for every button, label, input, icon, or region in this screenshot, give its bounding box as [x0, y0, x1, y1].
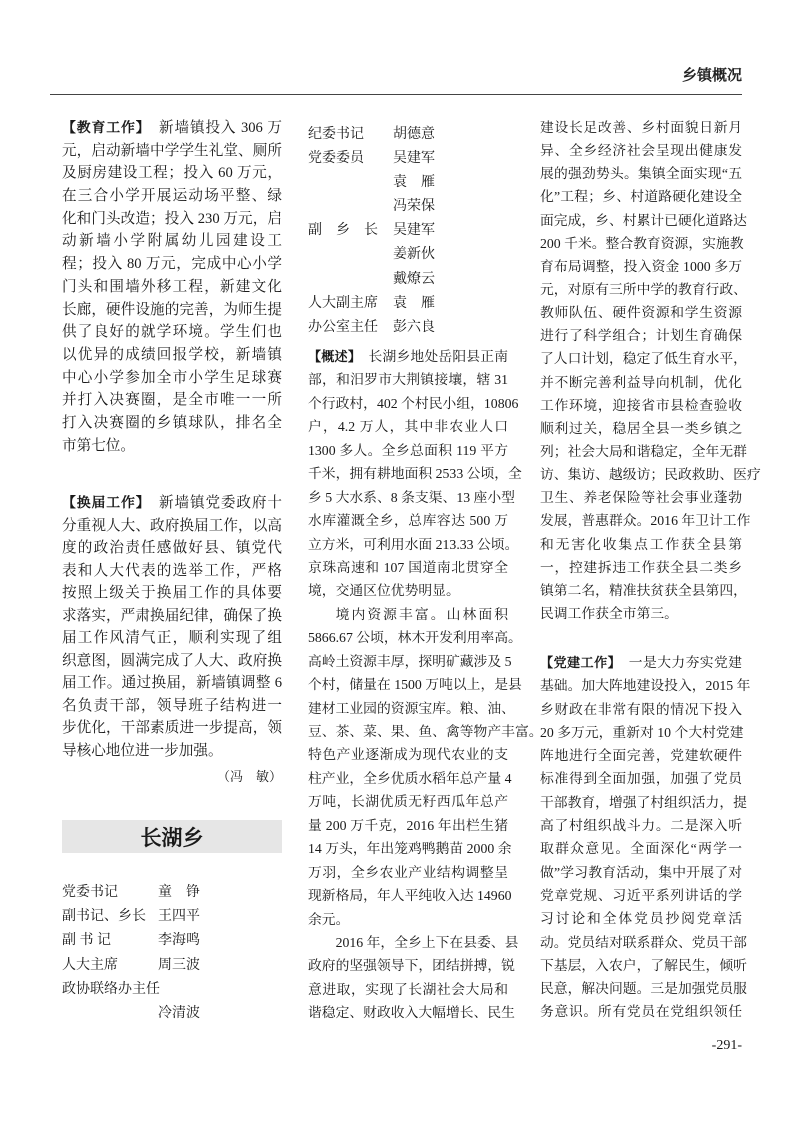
line-text: 长湖乡地处岳阳县正南 — [368, 349, 509, 364]
line-text: 万吨，长湖优质无籽西瓜年总产 — [308, 794, 508, 810]
text-line — [540, 861, 742, 884]
text-line — [62, 605, 282, 628]
text-line — [308, 462, 522, 485]
line-text: 门头和围墙外移工程，新建文化 — [62, 278, 282, 295]
text-line — [308, 533, 519, 556]
line-text: 习讨论和全体党员抄阅党章活 — [540, 911, 742, 927]
official-name: 吴建军 — [393, 151, 435, 167]
line-text: 并不断完善利益导向机制，优化 — [540, 374, 742, 390]
line-text: 民调工作获全市第三。 — [540, 605, 678, 621]
line-text: 异、全乡经济社会呈现出健康发 — [540, 143, 742, 159]
line-text: 党章党规、习近平系列讲话的学 — [540, 887, 742, 903]
line-text: 取群众意见。全面深化“两学一 — [540, 841, 742, 857]
section-heading: 【党建工作】 — [540, 656, 615, 671]
text-line — [308, 1001, 515, 1024]
line-text: 务意识。所有党员在党组织领任 — [540, 1004, 742, 1020]
text-line — [308, 392, 519, 415]
line-text: 部，和汨罗市大荆镇接壤，辖 31 — [308, 372, 508, 388]
line-text: 表和人大代表的选举工作，严格 — [62, 562, 282, 579]
line-text: 以优异的成绩回报学校，新墙镇 — [62, 346, 282, 363]
official-row — [308, 123, 508, 147]
page-number: -291- — [711, 1038, 742, 1053]
line-text: 及厨房建设工程；投入 60 万元， — [62, 165, 282, 182]
text-line — [62, 299, 282, 322]
line-text: 豆、茶、菜、果、鱼、禽等物产丰富。 — [308, 724, 543, 739]
line-text: 进行了科学组合；计划生育确保 — [540, 328, 742, 344]
text-line — [62, 717, 282, 740]
line-text: 导核心地位进一步加强。 — [62, 742, 223, 759]
text-line — [62, 582, 282, 605]
line-text: 万羽，全乡农业产业结构调整呈 — [308, 864, 508, 880]
line-text: 和无害化收集点工作获全县第 — [540, 536, 742, 552]
text-line — [540, 767, 742, 790]
text-line — [540, 579, 747, 602]
line-text: 境，交通区位优势明显。 — [308, 583, 460, 599]
line-text: 市第七位。 — [62, 437, 135, 454]
text-line — [308, 767, 512, 790]
text-line — [62, 162, 282, 185]
official-row — [62, 978, 282, 1002]
line-text: 按照上级关于换届工作的具体要 — [62, 585, 282, 601]
official-role: 人大主席 — [62, 957, 118, 973]
line-text: 下基层，入农户，了解民生，倾听 — [540, 957, 747, 973]
official-row — [308, 316, 508, 340]
line-text: 届工作风清气正，顺利实现了组 — [62, 630, 282, 646]
text-line — [308, 720, 543, 743]
line-text: 织意图，圆满完成了人大、政府换 — [62, 652, 282, 669]
text-line — [540, 347, 747, 370]
line-text: 长廊，硬件设施的完善，为师生提 — [62, 301, 282, 318]
running-head-section-title: 乡镇概况 — [681, 66, 742, 84]
text-line — [62, 560, 282, 583]
election-work-section — [62, 492, 282, 762]
official-name: 彭六良 — [393, 319, 435, 335]
official-role: 人大副主席 — [308, 295, 378, 311]
line-text: 一是大力夯实党建 — [628, 655, 743, 670]
text-line — [62, 253, 282, 276]
text-line — [308, 439, 508, 462]
text-line — [308, 368, 508, 391]
text-line — [540, 674, 751, 697]
text-line — [62, 140, 282, 163]
line-text: 建设长足改善、乡村面貌日新月 — [540, 120, 742, 135]
official-name: 冷清波 — [158, 1005, 200, 1021]
line-text: 谐稳定、财政收入大幅增长、民生 — [308, 1005, 515, 1021]
text-line — [308, 931, 519, 954]
line-text: 千米，拥有耕地面积 2533 公顷，全 — [308, 466, 522, 482]
text-line — [62, 389, 282, 412]
text-line — [308, 884, 512, 907]
text-line — [308, 978, 508, 1001]
line-text: 1300 多人。全乡总面积 119 平方 — [308, 442, 508, 458]
official-role: 副 书 记 — [62, 933, 111, 949]
text-line — [62, 117, 282, 140]
line-text: 民意，解决问题。三是加强党员服 — [540, 981, 747, 997]
official-row — [308, 219, 508, 243]
text-line — [308, 556, 508, 579]
text-line — [540, 278, 747, 301]
line-text: 一，控建拆违工作获全县二类乡 — [540, 559, 742, 575]
text-line — [540, 209, 747, 232]
line-text: 元，对原有三所中学的教育行政、 — [540, 281, 747, 297]
text-line — [540, 486, 742, 509]
text-line — [540, 116, 742, 139]
line-text: 教师队伍、硬件资源和学生资源 — [540, 305, 742, 321]
line-text: 动。党员结对联系群众、党员干部 — [540, 934, 747, 950]
line-text: 意进取，实现了长湖社会大局和 — [308, 981, 508, 997]
official-name: 胡德意 — [393, 127, 435, 142]
line-text: 基础。加大阵地建设投入，2015 年 — [540, 678, 751, 694]
officials-list-1 — [62, 881, 282, 1026]
text-line — [62, 321, 282, 344]
line-text: 供了良好的就学环境。学生们也 — [62, 324, 282, 341]
line-text: 个村，储量在 1500 万吨以上，是县 — [308, 677, 522, 693]
line-text: 特色产业逐渐成为现代农业的支 — [308, 747, 508, 763]
line-text: 发展，普惠群众。2016 年卫计工作 — [540, 513, 751, 529]
line-text: 化”工程；乡、村道路硬化建设全 — [540, 189, 742, 205]
line-text: 立方米，可利用水面 213.33 公顷。 — [308, 536, 519, 552]
official-role: 办公室主任 — [308, 319, 378, 335]
text-line — [62, 435, 282, 458]
official-role: 副书记、乡长 — [62, 909, 146, 925]
officials-list-2 — [308, 123, 508, 340]
line-text: 水库灌溉全乡，总库容达 500 万 — [308, 513, 508, 529]
text-line — [540, 977, 747, 1000]
line-text: 卫生、养老保险等社会事业蓬勃 — [540, 490, 742, 506]
text-line — [62, 208, 282, 231]
official-role: 副 乡 长 — [308, 223, 378, 239]
line-text: 面完成，乡、村累计已硬化道路达 — [540, 212, 747, 228]
section-heading: 【概述】 — [308, 350, 355, 365]
official-name: 周三波 — [158, 957, 200, 973]
line-text: 新墙镇党委政府十 — [159, 495, 282, 511]
text-line — [62, 515, 282, 538]
text-line — [540, 255, 742, 278]
text-line — [62, 627, 282, 650]
text-line — [62, 276, 282, 299]
text-line — [540, 417, 742, 440]
line-text: 动新墙小学附属幼儿园建设工 — [62, 233, 282, 250]
overview-continued — [540, 116, 761, 625]
line-text: 镇第二名，精准扶贫获全县第四， — [540, 582, 747, 598]
text-line — [308, 673, 522, 696]
official-name: 李海鸣 — [158, 933, 200, 949]
official-row — [62, 881, 282, 905]
line-text: 在三合小学开展运动场平整、绿 — [62, 188, 282, 205]
line-text: 中心小学参加全市小学生足球赛 — [62, 369, 282, 386]
text-line — [540, 651, 742, 674]
text-line — [308, 626, 522, 649]
official-role: 纪委书记 — [308, 127, 364, 142]
line-text: 列；社会大局和谐稳定，全年无群 — [540, 443, 747, 459]
text-line — [308, 814, 508, 837]
line-text: 干部教育，增强了村组织活力，提 — [540, 794, 747, 810]
text-line — [540, 324, 742, 347]
line-text: 5866.67 公顷，林木开发利用率高。 — [308, 630, 522, 646]
official-row — [62, 1002, 282, 1026]
line-text: 建材工业园的资源宝库。粮、油、 — [308, 700, 515, 716]
text-line — [62, 492, 282, 515]
line-text: 程；投入 80 万元，完成中心小学 — [62, 256, 282, 273]
text-line — [540, 232, 742, 255]
line-text: 届工作。通过换届，新墙镇调整 6 — [62, 675, 282, 691]
line-text: 顺利过关，稳居全县一类乡镇之 — [540, 420, 742, 436]
line-text: 并打入决赛圈，是全市唯一一所 — [62, 392, 282, 409]
line-text: 乡 5 大水系、8 条支渠、13 座小型 — [308, 489, 515, 505]
line-text: 新墙镇投入 306 万 — [159, 120, 282, 136]
official-name: 童 铮 — [158, 885, 200, 900]
line-text: 育布局调整，投入资金 1000 多万 — [540, 258, 742, 274]
line-text: 政府的坚强领导下，团结拼搏，锐 — [308, 958, 515, 974]
party-building-section — [540, 651, 751, 1024]
line-text: 高岭土资源丰厚，探明矿藏涉及 5 — [308, 653, 512, 669]
text-line — [540, 556, 742, 579]
text-line — [540, 185, 742, 208]
line-text: 2016 年，全乡上下在县委、县 — [335, 934, 519, 950]
official-name: 王四平 — [158, 909, 200, 925]
official-name: 戴燎云 — [393, 271, 435, 287]
text-line — [540, 837, 742, 860]
official-name: 姜新伙 — [393, 247, 435, 263]
text-line — [308, 345, 508, 368]
line-text: 工作环境，迎接省市县检查验收 — [540, 397, 742, 413]
header-rule — [50, 94, 742, 95]
text-line — [62, 412, 282, 435]
official-role: 党委委员 — [308, 151, 364, 167]
text-line — [308, 650, 512, 673]
official-name: 袁 雁 — [393, 175, 435, 191]
official-row — [62, 954, 282, 978]
line-text: 高了村组织战斗力。二是深入听 — [540, 818, 742, 834]
official-row — [308, 171, 508, 195]
official-row — [308, 268, 508, 292]
official-row — [308, 195, 508, 219]
line-text: 名负责干部，领导班子结构进一 — [62, 697, 282, 714]
text-line — [540, 744, 742, 767]
official-name: 冯荣保 — [393, 199, 435, 215]
line-text: 乡财政在非常有限的情况下投入 — [540, 701, 742, 717]
text-line — [540, 602, 742, 625]
text-line — [62, 672, 282, 695]
line-text: 14 万头，年出笼鸡鸭鹅苗 2000 余 — [308, 841, 512, 857]
text-line — [62, 230, 282, 253]
text-line — [540, 139, 742, 162]
text-line — [540, 440, 747, 463]
official-row — [308, 147, 508, 171]
official-row — [308, 243, 508, 267]
text-line — [308, 509, 508, 532]
line-text: 量 200 万千克，2016 年出栏生猪 — [308, 817, 508, 833]
line-text: 20 多万元，重新对 10 个大村党建 — [540, 724, 744, 740]
line-text: 个行政村，402 个村民小组，10806 — [308, 395, 519, 411]
section-heading: 【教育工作】 — [62, 120, 144, 136]
official-row — [62, 905, 282, 929]
line-text: 分重视人大、政府换届工作，以高 — [62, 517, 282, 534]
official-name: 袁 雁 — [393, 295, 435, 311]
line-text: 访、集访、越级访；民政救助、医疗 — [540, 467, 761, 483]
text-line — [540, 1000, 742, 1023]
text-line — [62, 537, 282, 560]
township-title: 长湖乡 — [140, 825, 204, 850]
text-line — [308, 486, 515, 509]
text-line — [308, 743, 508, 766]
education-work-section — [62, 117, 282, 457]
line-text: 标准得到全面加强，加强了党员 — [540, 771, 742, 787]
line-text: 做”学习教育活动，集中开展了对 — [540, 864, 742, 880]
text-line — [308, 603, 508, 626]
text-line — [308, 837, 512, 860]
official-row — [62, 929, 282, 953]
official-name: 吴建军 — [393, 223, 435, 239]
line-text: 现新格局，年人平纯收入达 14960 — [308, 888, 512, 904]
text-line — [308, 861, 508, 884]
line-text: 元，启动新墙中学学生礼堂、厕所 — [62, 142, 282, 159]
line-text: 户，4.2 万人，其中非农业人口 — [308, 419, 508, 435]
text-line — [308, 415, 508, 438]
text-line — [308, 954, 515, 977]
text-line — [540, 814, 742, 837]
text-line — [540, 721, 742, 744]
line-text: 境内资源丰富。山林面积 — [335, 606, 508, 622]
line-text: 步优化，干部素质进一步提高，领 — [62, 720, 282, 736]
text-line — [62, 185, 282, 208]
text-line — [540, 509, 751, 532]
text-line — [62, 344, 282, 367]
text-line — [540, 698, 742, 721]
text-line — [540, 791, 747, 814]
line-text: 展的强劲势头。集镇全面实现“五 — [540, 166, 742, 182]
line-text: 京珠高速和 107 国道南北贯穿全 — [308, 559, 508, 575]
line-text: 求落实，严肃换届纪律，确保了换 — [62, 607, 282, 624]
official-row — [308, 292, 508, 316]
text-line — [62, 367, 282, 390]
line-text: 了人口计划，稳定了低生育水平， — [540, 351, 747, 367]
text-line — [308, 579, 508, 602]
text-line — [540, 954, 747, 977]
text-line — [540, 371, 742, 394]
overview-section — [308, 345, 543, 1025]
text-line — [308, 697, 515, 720]
line-text: 柱产业，全乡优质水稻年总产量 4 — [308, 770, 512, 786]
section-heading: 【换届工作】 — [62, 495, 144, 511]
official-role: 政协联络办主任 — [62, 981, 160, 997]
line-text: 200 千米。整合教育资源，实施教 — [540, 235, 744, 251]
author-credit: （冯 敏） — [216, 769, 282, 784]
text-line — [308, 790, 508, 813]
text-line — [540, 301, 742, 324]
text-line — [540, 907, 742, 930]
official-role: 党委书记 — [62, 885, 118, 900]
text-line — [308, 908, 508, 931]
text-line — [540, 394, 742, 417]
line-text: 余元。 — [308, 911, 350, 927]
text-line — [62, 695, 282, 718]
text-line — [62, 650, 282, 673]
text-line — [540, 463, 761, 486]
line-text: 打入决赛圈的乡镇球队，排名全 — [62, 414, 282, 431]
text-line — [540, 884, 742, 907]
text-line — [540, 162, 742, 185]
township-title-box — [62, 820, 282, 853]
text-line — [62, 740, 282, 763]
line-text: 阵地进行全面完善，党建软硬件 — [540, 748, 742, 764]
text-line — [540, 533, 742, 556]
line-text: 度的政治责任感做好县、镇党代 — [62, 540, 282, 556]
text-line — [540, 931, 747, 954]
line-text: 化和门头改造；投入 230 万元，启 — [62, 210, 282, 227]
